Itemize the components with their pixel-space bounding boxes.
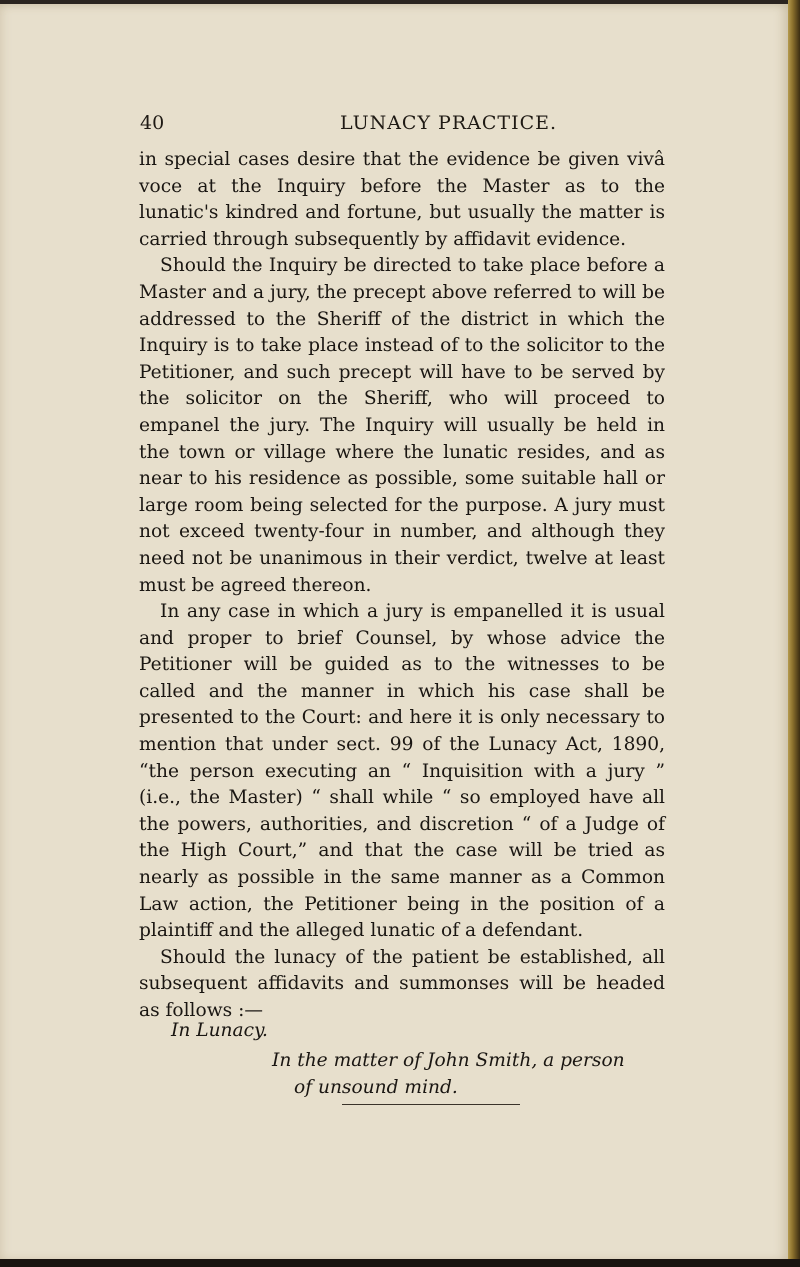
form-heading-matter-line1: In the matter of John Smith, a person — [272, 1050, 625, 1071]
paragraph-3: In any case in which a jury is empanelled it is usual and proper to brief Counsel, by whose advice the Petitioner will be guided as to the witnesses to be called and the manner in which his case shall be presented to the Court: and here it is only necessary to mention that under sect. 99 of the Lunacy Act, 1890, “the person executing an “ Inquisition with a jury ” (i.e., the Master) “ shall while “ so employed have all the powers, authorities, and discretion “ of a Judge of the High Court,” and that the case will be tried as nearly as possible in the same manner as a Common Law action, the Petitioner being in the position of a plaintiff and the alleged lunatic of a defendant. — [139, 601, 665, 942]
page-header — [140, 112, 660, 142]
page-number: 40 — [140, 112, 165, 134]
horizontal-rule — [342, 1104, 520, 1105]
paragraph-2: Should the Inquiry be directed to take place before a Master and a jury, the precept above referred to will be addressed to the Sheriff of the district in which the Inquiry is to take place instead of to the solicitor to the Petitioner, and such precept will have to be served by the solicitor on the Sheriff, who will proceed to empanel the jury. The Inquiry will usually be held in the town or village where the lunatic resides, and as near to his residence as possible, some suitable hall or large room being selected for the purpose. A jury must not exceed twenty-four in number, and although they need not be unanimous in their verdict, twelve at least must be agreed thereon. — [139, 255, 665, 596]
running-head: LUNACY PRACTICE. — [340, 112, 558, 134]
body-text — [139, 147, 665, 1025]
page-edge-binding — [788, 0, 800, 1267]
book-page — [0, 4, 790, 1262]
form-heading-matter-line2: of unsound mind. — [294, 1076, 458, 1098]
bottom-shadow — [0, 1259, 800, 1267]
form-heading-matter — [272, 1048, 672, 1101]
paragraph-1: in special cases desire that the evidence be given vivâ voce at the Inquiry before the Master as to the lunatic's kindred and fortune, but usually the matter is carried through subsequently by affidavit evidence. — [139, 149, 665, 250]
form-heading-in-lunacy: In Lunacy. — [171, 1020, 268, 1041]
paragraph-4: Should the lunacy of the patient be established, all subsequent affidavits and summonses will be headed as follows :— — [139, 946, 665, 1021]
